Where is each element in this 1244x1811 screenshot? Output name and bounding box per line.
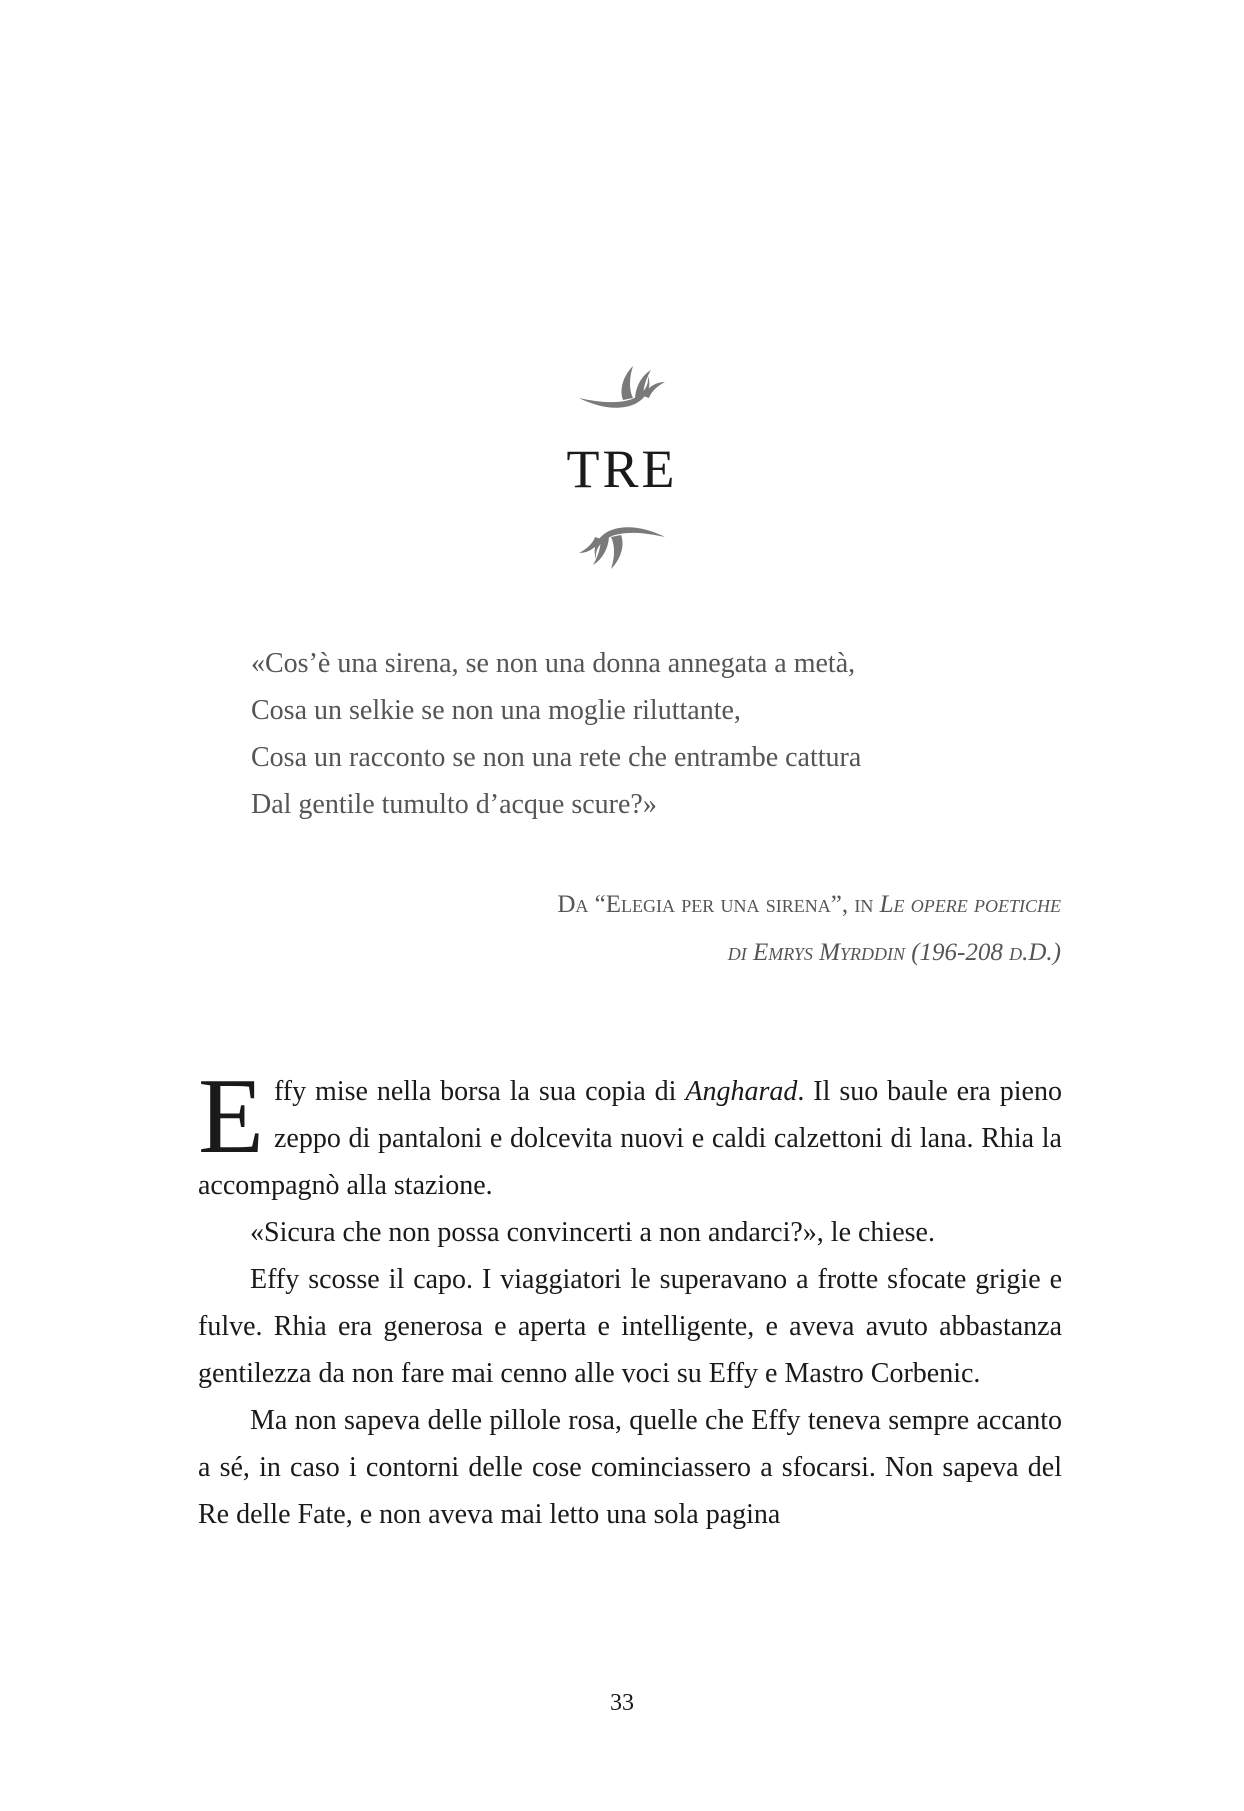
- chapter-title: TRE: [566, 439, 678, 499]
- drop-cap: E: [198, 1057, 264, 1176]
- epigraph: [251, 640, 1071, 828]
- paragraph: Effy scosse il capo. I viaggiatori le superavano a frotte sfocate grigie e fulve. Rhia era generosa e aperta e intelligente, e aveva avuto abbastanza gentilezza da non fare mai cenno alle voci su Effy e Mastro Corbenic.: [198, 1264, 1062, 1389]
- leaf-flourish-icon: [577, 360, 667, 430]
- attribution-prefix: Da “Elegia per una sirena”, in: [557, 891, 880, 918]
- page-number: 33: [610, 1690, 634, 1716]
- paragraph: Ma non sapeva delle pillole rosa, quelle che Effy teneva sempre accanto a sé, in caso i contorni delle cose cominciassero a sfocarsi. Non sapeva del Re delle Fate, e non aveva mai letto una sola pagina: [198, 1405, 1062, 1530]
- epigraph-line: «Cos’è una sirena, se non una donna annegata a metà,: [251, 648, 856, 679]
- attribution-line-2: [261, 929, 1061, 977]
- body-text: [198, 1057, 1062, 1538]
- paragraph-text: ffy mise nella borsa la sua copia di: [273, 1076, 686, 1107]
- epigraph-line: Cosa un racconto se non una rete che entrambe cattura: [251, 742, 862, 773]
- attribution-work-author: di Emrys Myrddin (196-208 d.D.): [727, 939, 1061, 966]
- attribution-line-1: [261, 881, 1061, 929]
- attribution-work-title: Le opere poetiche: [879, 891, 1061, 918]
- ornament-bottom: [0, 505, 1244, 575]
- paragraph-text: . Il suo baule era pieno zeppo di pantaloni e dolcevita nuovi e caldi calzettoni di lana. Rhia la accompagnò alla stazione.: [198, 1076, 1062, 1201]
- book-title: Angharad: [685, 1076, 798, 1107]
- epigraph-line: Cosa un selkie se non una moglie riluttante,: [251, 695, 741, 726]
- epigraph-line: Dal gentile tumulto d’acque scure?»: [251, 789, 657, 820]
- paragraph: «Sicura che non possa convincerti a non andarci?», le chiese.: [250, 1217, 935, 1248]
- epigraph-attribution: [261, 881, 1061, 977]
- ornament-top: [0, 360, 1244, 430]
- leaf-flourish-icon: [577, 505, 667, 575]
- paragraph: [198, 1057, 1062, 1209]
